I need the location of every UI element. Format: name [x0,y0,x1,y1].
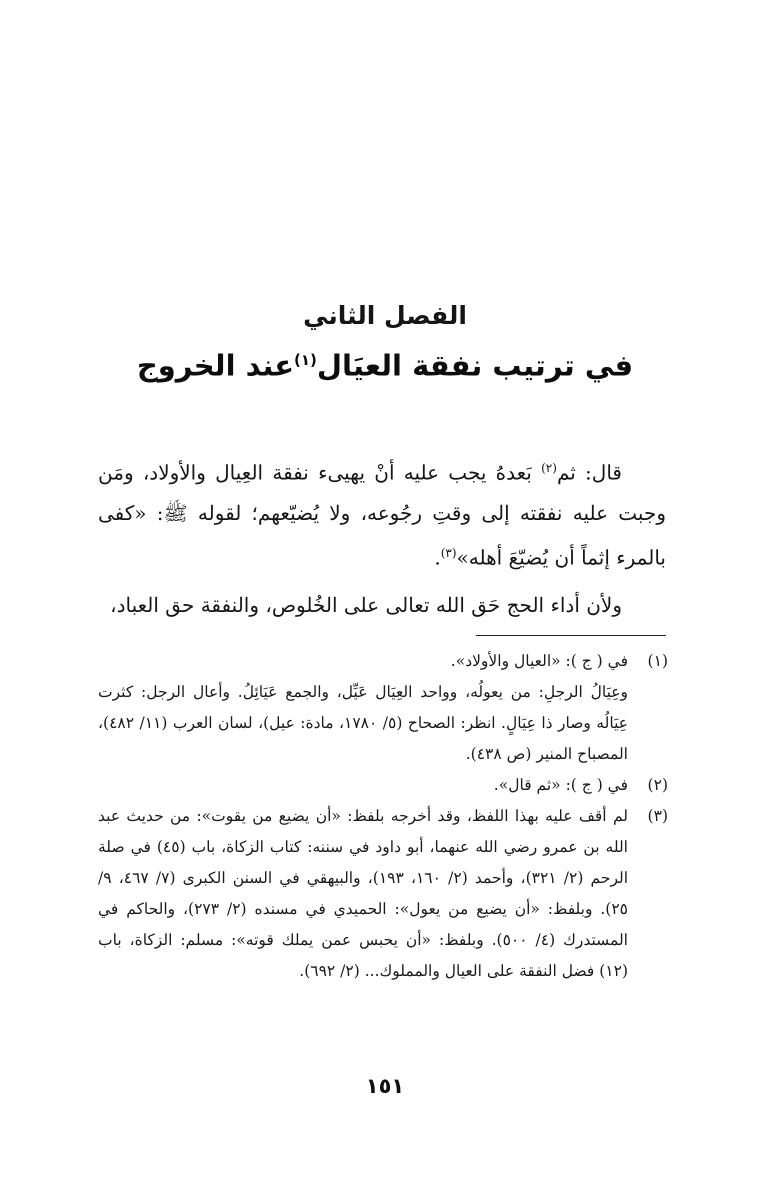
footnote-body [98,801,628,987]
footnote-body [98,646,628,770]
footnote-ref-2: (٢) [541,461,557,475]
paragraph-1-end: . [434,545,441,570]
paragraph-1 [98,448,666,577]
paragraph-1-middle: بَعدهُ يجب عليه أنْ يهيىء نفقة العِيال والأولاد، ومَن وجبت عليه نفقته إلى وقتِ رجُوعه، ولا يُضيّعهم؛ لقوله ﷺ: «كفى بالمرء إثماً أن يُضيّعَ أهله» [98,460,666,570]
footnote-line: في ( ج ): «ثم قال». [493,776,628,794]
page-number: ١٥١ [365,1074,405,1098]
chapter-label: الفصل الثاني [303,301,467,330]
footnotes [98,646,668,987]
footnote-number: (٣) [647,807,668,825]
footnote [98,646,668,770]
main-text [98,448,666,625]
footnote-number: (٢) [647,776,668,794]
footnote-line: في ( ج ): «العيال والأولاد». [450,652,628,670]
footnote [98,801,668,987]
footnote-line: لم أقف عليه بهذا اللفظ، وقد أخرجه بلفظ: «أن يضيع من يقوت»: من حديث عبد الله بن عمرو رضي الله عنهما، أبو داود في سننه: كتاب الزكاة، باب (٤٥) في صلة الرحم (٢/ ٣٢١)، وأحمد (٢/ ١٦٠، ١٩٣)، والبيهقي في السنن الكبرى (٧/ ٤٦٧، ٩/ ٢٥). وبلفظ: «أن يضيع من يعول»: الحميدي في مسنده (٢/ ٢٧٣)، والحاكم في المستدرك (٤/ ٥٠٠). وبلفظ: «أن يحبس عمن يملك قوته»: مسلم: الزكاة، باب (١٢) فضل النفقة على العيال والمملوك... (٢/ ٦٩٢). [98,807,629,980]
footnote-body [98,770,628,801]
paragraph-1-start: قال: ثم [556,460,622,485]
footnote-ref-1: (١) [294,351,317,369]
chapter-title [120,336,650,390]
paragraph-2: ولأن أداء الحج حَق الله تعالى على الخُلوص، والنفقة حق العباد، [110,593,622,618]
footnote-number: (١) [647,652,668,670]
footnote-line: وعِيَالُ الرجلِ: من يعولُه، وواحد العِيَال عَيِّل، والجمع عَيَائِلُ. وأعال الرجل: كثرت عِيَالُه وصار ذا عِيَالٍ. انظر: الصحاح (٥/ ١٧٨٠، مادة: عيل)، لسان العرب (١١/ ٤٨٢)، المصباح المنير (ص ٤٣٨). [98,683,628,763]
chapter-title-start: في ترتيب نفقة العيَال [316,348,634,383]
footnote [98,770,668,801]
footnote-ref-3: (٣) [440,545,457,560]
chapter-title-end: عند الخروج [136,348,295,383]
footnote-separator [476,635,666,636]
